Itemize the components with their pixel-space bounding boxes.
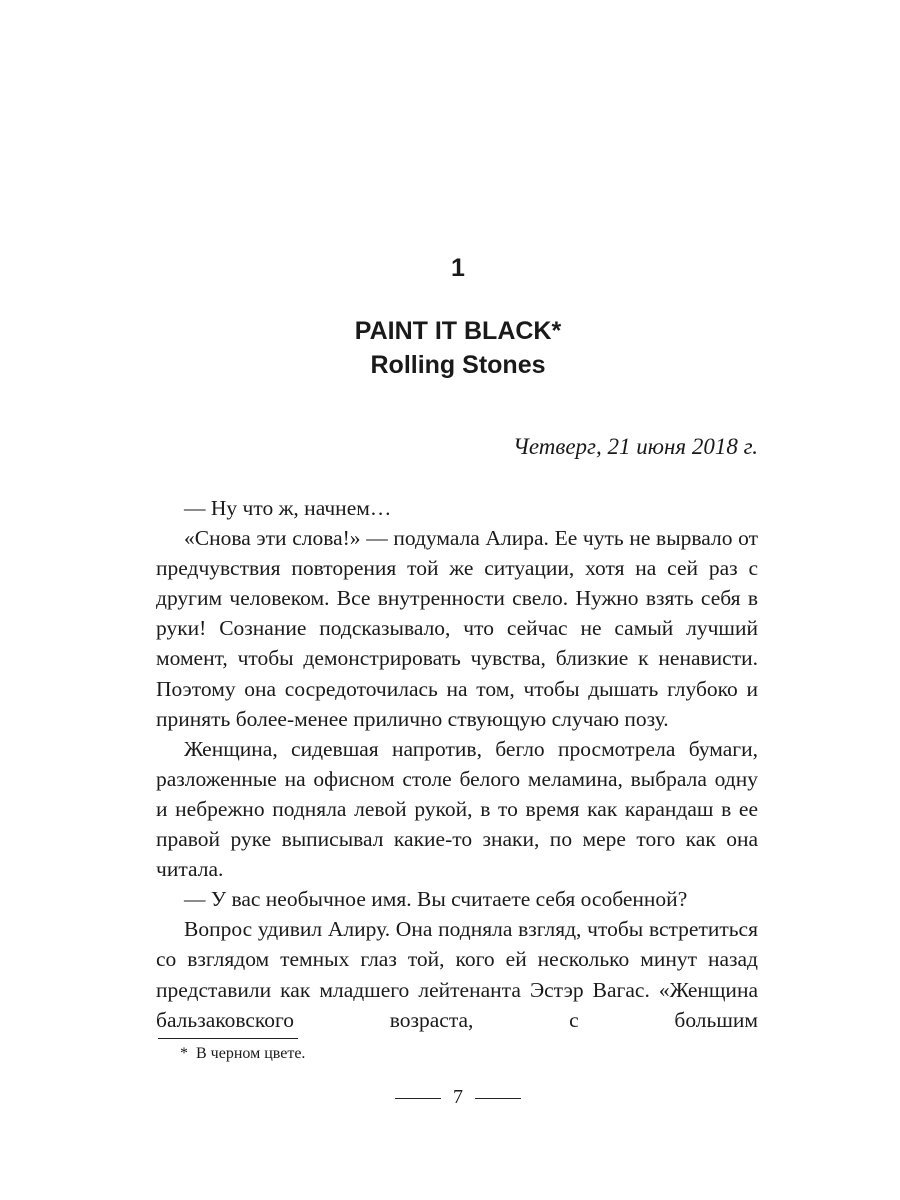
- paragraph: Женщина, сидевшая напротив, бегло просмотрела бумаги, разложенные на офисном столе белого меламина, выбрала одну и небрежно подняла левой рукой, в то время как карандаш в ее правой руке выписывал какие-то знаки, по мере того как она читала.: [156, 736, 758, 882]
- date-line: Четверг, 21 июня 2018 г.: [512, 434, 758, 459]
- paragraph: — Ну что ж, начнем…: [184, 496, 392, 520]
- footnote-text: В черном цвете.: [196, 1045, 306, 1062]
- footnote-divider: [158, 1038, 298, 1039]
- body-text: [156, 493, 758, 1035]
- paragraph: «Снова эти слова!» — подумала Алира. Ее чуть не вырвало от предчувствия повторения той же ситуации, хотя на сей раз с другим человеком. Все внутренности свело. Нужно взять себя в руки! Сознание подсказывало, что сейчас не самый лучший момент, чтобы демонстрировать чувства, близкие к ненависти. Поэтому она сосредоточилась на том, чтобы дышать глубоко и принять более-менее прилично ствующую случаю позу.: [156, 526, 758, 731]
- paragraph: Вопрос удивил Алиру. Она подняла взгляд, чтобы встретиться со взглядом темных глаз той, кого ей несколько минут назад представили как младшего лейтенанта Эстэр Вагас. «Женщина бальзаковского возраста, с большим: [156, 917, 758, 1032]
- page-number: 7: [453, 1086, 463, 1108]
- chapter-heading: [0, 314, 900, 382]
- footnote-mark: *: [180, 1045, 188, 1062]
- chapter-artist: Rolling Stones: [370, 351, 546, 379]
- folio-dash-right: [475, 1098, 521, 1099]
- footnote: [180, 1045, 305, 1063]
- folio-dash-left: [395, 1098, 441, 1099]
- chapter-number: 1: [451, 254, 465, 282]
- paragraph: — У вас необычное имя. Вы считаете себя особенной?: [184, 887, 688, 912]
- page-footer: [0, 1086, 900, 1109]
- chapter-title: PAINT IT BLACK*: [354, 317, 562, 345]
